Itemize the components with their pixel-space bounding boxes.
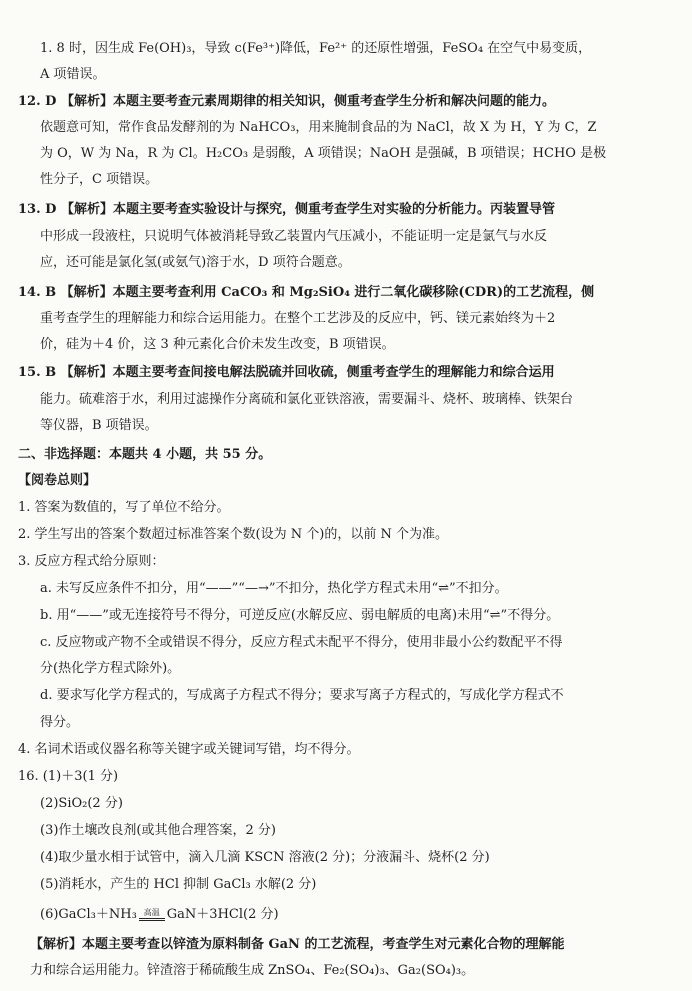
rule-subitem: a. 未写反应条件不扣分，用“——”“—→”不扣分，热化学方程式未用“⇌”不扣分。 — [40, 581, 508, 596]
equation-products: GaN＋3HCl(2 分) — [166, 907, 279, 922]
text-line: A 项错误。 — [40, 67, 106, 82]
text-line: 重考查学生的理解能力和综合运用能力。在整个工艺涉及的反应中，钙、镁元素始终为＋2 — [40, 311, 556, 326]
answer-line: (2)SiO₂(2 分) — [40, 796, 123, 811]
equals-bar — [139, 920, 165, 921]
text-line: 等仪器，B 项错误。 — [40, 418, 158, 433]
text-line: 价，硅为＋4 价，这 3 种元素化合价未发生改变，B 项错误。 — [40, 337, 395, 352]
q15-heading: 15. B 【解析】本题主要考查间接电解法脱硫并回收硫，侧重考查学生的理解能力和综合运用 — [18, 365, 555, 380]
rule-item: 2. 学生写出的答案个数超过标准答案个数(设为 N 个)的，以前 N 个为准。 — [18, 527, 448, 542]
text-line: 依题意可知，常作食品发酵剂的为 NaHCO₃，用来腌制食品的为 NaCl，故 X 为 H，Y 为 C，Z — [40, 120, 597, 135]
rules-title: 【阅卷总则】 — [18, 473, 97, 488]
rule-item: 4. 名词术语或仪器名称等关键字或关键词写错，均不得分。 — [18, 742, 360, 757]
text-line: 能力。硫难溶于水，利用过滤操作分离硫和氯化亚铁溶液，需要漏斗、烧杯、玻璃棒、铁架台 — [40, 392, 574, 407]
rule-item: 1. 答案为数值的，写了单位不给分。 — [18, 500, 230, 515]
rule-subitem: c. 反应物或产物不全或错误不得分，反应方程式未配平不得分，使用非最小公约数配平不得 — [40, 635, 563, 650]
equation-line — [40, 906, 279, 924]
rule-item: 3. 反应方程式给分原则： — [18, 554, 165, 569]
section-heading: 二、非选择题：本题共 4 小题，共 55 分。 — [18, 447, 272, 462]
answer-line: (3)作土壤改良剂(或其他合理答案，2 分) — [40, 823, 276, 838]
equals-bar — [139, 918, 165, 919]
condition-label: 高温 — [143, 908, 160, 917]
q14-heading: 14. B 【解析】本题主要考查利用 CaCO₃ 和 Mg₂SiO₄ 进行二氧化碳移除(CDR)的工艺流程，侧 — [18, 285, 595, 300]
equation-reactants: (6)GaCl₃＋NH₃ — [40, 907, 137, 922]
q13-heading: 13. D 【解析】本题主要考查实验设计与探究，侧重考查学生对实验的分析能力。丙装置导管 — [18, 202, 555, 217]
text-line: 为 O，W 为 Na，R 为 Cl。H₂CO₃ 是弱酸，A 项错误；NaOH 是强碱，B 项错误；HCHO 是极 — [40, 146, 607, 161]
text-line: 1. 8 时，因生成 Fe(OH)₃，导致 c(Fe³⁺)降低，Fe²⁺ 的还原性增强，FeSO₄ 在空气中易变质， — [40, 41, 592, 56]
text-line: 分(热化学方程式除外)。 — [40, 661, 181, 676]
rule-subitem: d. 要求写化学方程式的，写成离子方程式不得分；要求写离子方程式的，写成化学方程式不 — [40, 688, 564, 703]
answer-line: 16. (1)＋3(1 分) — [18, 769, 119, 784]
text-line: 中形成一段液柱，只说明气体被消耗导致乙装置内气压减小，不能证明一定是氯气与水反 — [40, 229, 548, 244]
answer-line: (5)消耗水，产生的 HCl 抑制 GaCl₃ 水解(2 分) — [40, 877, 317, 892]
text-line: 性分子，C 项错误。 — [40, 172, 159, 187]
answer-line: (4)取少量水相于试管中，滴入几滴 KSCN 溶液(2 分)；分液漏斗、烧杯(2 分) — [40, 850, 490, 865]
reaction-condition — [139, 908, 165, 921]
q12-heading: 12. D 【解析】本题主要考查元素周期律的相关知识，侧重考查学生分析和解决问题的能力。 — [18, 94, 555, 109]
text-line: 应，还可能是氯化氢(或氨气)溶于水，D 项符合题意。 — [40, 255, 351, 270]
explanation-line: 【解析】本题主要考查以锌渣为原料制备 GaN 的工艺流程，考查学生对元素化合物的理解能 — [30, 937, 565, 952]
explanation-line: 力和综合运用能力。锌渣溶于稀硫酸生成 ZnSO₄、Fe₂(SO₄)₃、Ga₂(SO₄)₃。 — [30, 963, 475, 978]
text-line: 得分。 — [40, 715, 80, 730]
rule-subitem: b. 用“——”或无连接符号不得分，可逆反应(水解反应、弱电解质的电离)未用“⇌”不得分。 — [40, 608, 560, 623]
